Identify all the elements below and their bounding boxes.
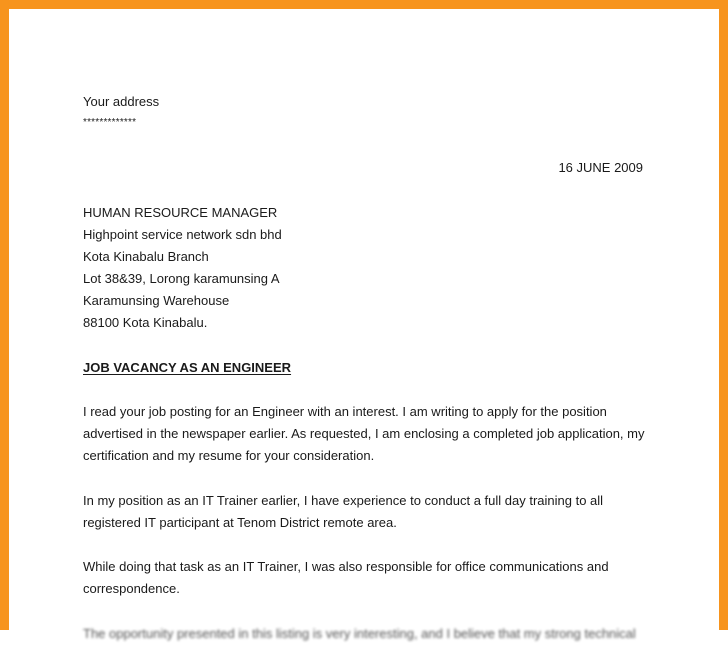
sender-address-label: Your address: [83, 94, 160, 109]
body-paragraph: While doing that task as an IT Trainer, I was also responsible for office communications and correspondence.: [83, 559, 609, 597]
letter-subject: JOB VACANCY AS AN ENGINEER: [83, 360, 292, 375]
sender-address-placeholder: *************: [83, 117, 137, 128]
recipient-line: HUMAN RESOURCE MANAGER: [83, 205, 278, 220]
letter-date: 16 JUNE 2009: [558, 160, 643, 175]
body-paragraph: The opportunity presented in this listing is very interesting, and I believe that my strong technical: [83, 626, 636, 641]
recipient-line: Lot 38&39, Lorong karamunsing A: [83, 271, 280, 286]
recipient-line: Kota Kinabalu Branch: [83, 249, 209, 264]
recipient-line: Highpoint service network sdn bhd: [83, 227, 282, 242]
body-paragraph: I read your job posting for an Engineer with an interest. I am writing to apply for the position advertised in the newspaper earlier. As requested, I am enclosing a completed job application, my certification and my resume for your consideration.: [83, 404, 645, 464]
body-paragraph: In my position as an IT Trainer earlier, I have experience to conduct a full day training to all registered IT participant at Tenom District remote area.: [83, 493, 604, 531]
recipient-line: Karamunsing Warehouse: [83, 293, 230, 308]
letter-page: [9, 9, 719, 641]
recipient-line: 88100 Kota Kinabalu.: [83, 315, 208, 330]
